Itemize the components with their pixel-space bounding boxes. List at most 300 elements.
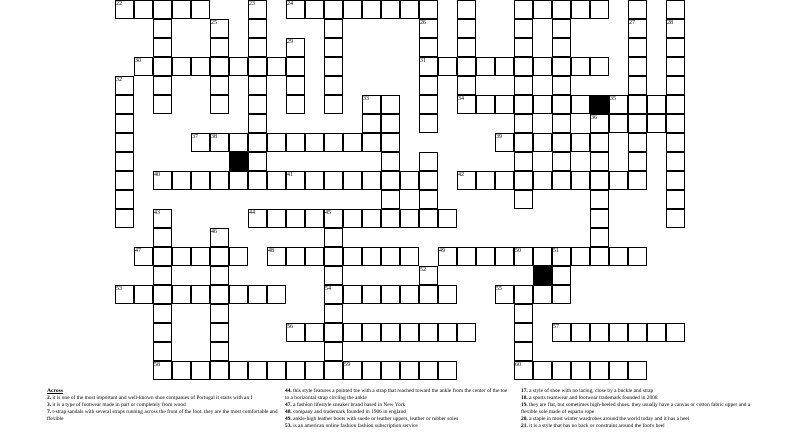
clue-text: it is a type of footwear made in part or completely from wood xyxy=(52,401,186,408)
answer-cell[interactable] xyxy=(248,152,267,171)
clue-number: 19. xyxy=(521,401,528,408)
answer-cell[interactable] xyxy=(286,247,305,266)
answer-cell[interactable] xyxy=(210,38,229,57)
answer-cell[interactable] xyxy=(134,0,153,19)
answer-cell[interactable] xyxy=(647,95,666,114)
answer-cell[interactable] xyxy=(305,209,324,228)
clue-number-label: 30 xyxy=(135,58,141,64)
answer-cell[interactable] xyxy=(248,76,267,95)
answer-cell[interactable] xyxy=(476,95,495,114)
answer-cell[interactable] xyxy=(153,323,172,342)
answer-cell[interactable] xyxy=(153,228,172,247)
answer-cell[interactable] xyxy=(514,323,533,342)
answer-cell[interactable] xyxy=(552,285,571,304)
answer-cell[interactable] xyxy=(590,190,609,209)
answer-cell[interactable] xyxy=(324,304,343,323)
answer-cell[interactable] xyxy=(400,361,419,380)
answer-cell[interactable] xyxy=(647,114,666,133)
answer-cell[interactable] xyxy=(115,171,134,190)
answer-cell[interactable] xyxy=(324,19,343,38)
answer-cell[interactable] xyxy=(248,114,267,133)
answer-cell[interactable] xyxy=(343,247,362,266)
answer-cell[interactable] xyxy=(495,171,514,190)
answer-cell[interactable] xyxy=(343,133,362,152)
answer-cell[interactable] xyxy=(666,95,685,114)
answer-cell[interactable] xyxy=(609,114,628,133)
answer-cell[interactable] xyxy=(324,247,343,266)
answer-cell[interactable] xyxy=(191,247,210,266)
answer-cell[interactable] xyxy=(210,285,229,304)
clue-number-label: 55 xyxy=(496,286,502,292)
answer-cell[interactable] xyxy=(324,342,343,361)
clue-item xyxy=(521,423,756,430)
answer-cell[interactable] xyxy=(514,114,533,133)
answer-cell[interactable] xyxy=(457,0,476,19)
clue-number-label: 43 xyxy=(154,210,160,216)
answer-cell[interactable] xyxy=(115,114,134,133)
answer-cell[interactable] xyxy=(362,285,381,304)
answer-cell[interactable] xyxy=(153,0,172,19)
answer-cell[interactable] xyxy=(153,266,172,285)
clue-number: 18. xyxy=(521,394,528,401)
answer-cell[interactable] xyxy=(419,95,438,114)
answer-cell[interactable] xyxy=(457,76,476,95)
answer-cell[interactable] xyxy=(609,323,628,342)
clue-number-label: 42 xyxy=(458,172,464,178)
clue-number-label: 59 xyxy=(344,362,350,368)
answer-cell[interactable] xyxy=(381,285,400,304)
answer-cell[interactable] xyxy=(571,133,590,152)
answer-cell[interactable] xyxy=(628,361,647,380)
answer-cell[interactable] xyxy=(248,361,267,380)
answer-cell[interactable] xyxy=(210,266,229,285)
answer-cell[interactable] xyxy=(286,57,305,76)
answer-cell[interactable] xyxy=(172,0,191,19)
answer-cell[interactable] xyxy=(210,323,229,342)
answer-cell[interactable] xyxy=(324,76,343,95)
answer-cell[interactable] xyxy=(248,133,267,152)
answer-cell[interactable] xyxy=(248,171,267,190)
answer-cell[interactable] xyxy=(533,95,552,114)
answer-cell[interactable] xyxy=(571,95,590,114)
answer-cell[interactable] xyxy=(153,76,172,95)
answer-cell[interactable] xyxy=(305,323,324,342)
answer-cell[interactable] xyxy=(647,323,666,342)
answer-cell[interactable] xyxy=(267,57,286,76)
answer-cell[interactable] xyxy=(419,38,438,57)
answer-cell[interactable] xyxy=(666,0,685,19)
answer-cell[interactable] xyxy=(229,133,248,152)
answer-cell[interactable] xyxy=(305,0,324,19)
answer-cell[interactable] xyxy=(267,361,286,380)
answer-cell[interactable] xyxy=(438,361,457,380)
answer-cell[interactable] xyxy=(324,171,343,190)
answer-cell[interactable] xyxy=(362,133,381,152)
answer-cell[interactable] xyxy=(172,247,191,266)
answer-cell[interactable] xyxy=(248,285,267,304)
answer-cell[interactable] xyxy=(381,171,400,190)
answer-cell[interactable] xyxy=(248,19,267,38)
answer-cell[interactable] xyxy=(590,57,609,76)
answer-cell[interactable] xyxy=(628,114,647,133)
answer-cell[interactable] xyxy=(210,361,229,380)
clue-item xyxy=(285,388,510,402)
answer-cell[interactable] xyxy=(514,285,533,304)
answer-cell[interactable] xyxy=(343,0,362,19)
answer-cell[interactable] xyxy=(400,247,419,266)
answer-cell[interactable] xyxy=(552,76,571,95)
answer-cell[interactable] xyxy=(229,247,248,266)
answer-cell[interactable] xyxy=(267,209,286,228)
answer-cell[interactable] xyxy=(571,171,590,190)
answer-cell[interactable] xyxy=(514,19,533,38)
answer-cell[interactable] xyxy=(514,304,533,323)
answer-cell[interactable] xyxy=(381,323,400,342)
answer-cell[interactable] xyxy=(609,361,628,380)
answer-cell[interactable] xyxy=(362,323,381,342)
answer-cell[interactable] xyxy=(438,57,457,76)
answer-cell[interactable] xyxy=(362,247,381,266)
answer-cell[interactable] xyxy=(571,361,590,380)
answer-cell[interactable] xyxy=(191,0,210,19)
answer-cell[interactable] xyxy=(172,361,191,380)
answer-cell[interactable] xyxy=(628,0,647,19)
answer-cell[interactable] xyxy=(666,323,685,342)
answer-cell[interactable] xyxy=(552,114,571,133)
answer-cell[interactable] xyxy=(419,209,438,228)
answer-cell[interactable] xyxy=(210,247,229,266)
answer-cell[interactable] xyxy=(400,171,419,190)
black-square xyxy=(229,152,248,171)
answer-cell[interactable] xyxy=(476,247,495,266)
answer-cell[interactable] xyxy=(229,361,248,380)
answer-cell[interactable] xyxy=(172,57,191,76)
answer-cell[interactable] xyxy=(590,247,609,266)
answer-cell[interactable] xyxy=(210,95,229,114)
answer-cell[interactable] xyxy=(419,323,438,342)
answer-cell[interactable] xyxy=(514,0,533,19)
answer-cell[interactable] xyxy=(628,95,647,114)
black-square xyxy=(533,266,552,285)
clue-number-label: 41 xyxy=(287,172,293,178)
clue-number-label: 29 xyxy=(287,39,293,45)
answer-cell[interactable] xyxy=(172,171,191,190)
clue-text: a fashion lifestyle sneaker brand based in New York xyxy=(293,401,406,408)
clue-item xyxy=(521,395,756,402)
answer-cell[interactable] xyxy=(514,76,533,95)
answer-cell[interactable] xyxy=(457,19,476,38)
answer-cell[interactable] xyxy=(229,285,248,304)
answer-cell[interactable] xyxy=(476,171,495,190)
answer-cell[interactable] xyxy=(286,361,305,380)
answer-cell[interactable] xyxy=(286,209,305,228)
answer-cell[interactable] xyxy=(153,285,172,304)
answer-cell[interactable] xyxy=(153,57,172,76)
answer-cell[interactable] xyxy=(381,114,400,133)
answer-cell[interactable] xyxy=(286,133,305,152)
clue-number-label: 34 xyxy=(458,96,464,102)
answer-cell[interactable] xyxy=(533,285,552,304)
answer-cell[interactable] xyxy=(666,38,685,57)
answer-cell[interactable] xyxy=(514,133,533,152)
clue-number: 3. xyxy=(47,401,52,408)
answer-cell[interactable] xyxy=(552,266,571,285)
answer-cell[interactable] xyxy=(457,323,476,342)
answer-cell[interactable] xyxy=(419,285,438,304)
answer-cell[interactable] xyxy=(495,95,514,114)
clue-number-label: 60 xyxy=(515,362,521,368)
answer-cell[interactable] xyxy=(571,247,590,266)
answer-cell[interactable] xyxy=(457,57,476,76)
answer-cell[interactable] xyxy=(552,95,571,114)
clue-number: 21. xyxy=(521,422,528,429)
answer-cell[interactable] xyxy=(191,285,210,304)
answer-cell[interactable] xyxy=(628,133,647,152)
clue-number: 53. xyxy=(285,422,292,429)
answer-cell[interactable] xyxy=(343,209,362,228)
answer-cell[interactable] xyxy=(210,304,229,323)
answer-cell[interactable] xyxy=(552,19,571,38)
answer-cell[interactable] xyxy=(153,95,172,114)
clue-number-label: 56 xyxy=(287,324,293,330)
answer-cell[interactable] xyxy=(248,57,267,76)
answer-cell[interactable] xyxy=(590,361,609,380)
answer-cell[interactable] xyxy=(514,57,533,76)
answer-cell[interactable] xyxy=(324,266,343,285)
answer-cell[interactable] xyxy=(305,133,324,152)
answer-cell[interactable] xyxy=(381,95,400,114)
answer-cell[interactable] xyxy=(191,171,210,190)
clue-number-label: 27 xyxy=(629,20,635,26)
answer-cell[interactable] xyxy=(400,0,419,19)
clue-number-label: 53 xyxy=(116,286,122,292)
answer-cell[interactable] xyxy=(305,247,324,266)
answer-cell[interactable] xyxy=(552,38,571,57)
answer-cell[interactable] xyxy=(324,57,343,76)
answer-cell[interactable] xyxy=(666,190,685,209)
answer-cell[interactable] xyxy=(172,285,191,304)
clue-number-label: 40 xyxy=(154,172,160,178)
answer-cell[interactable] xyxy=(286,95,305,114)
answer-cell[interactable] xyxy=(267,285,286,304)
answer-cell[interactable] xyxy=(362,114,381,133)
answer-cell[interactable] xyxy=(552,152,571,171)
answer-cell[interactable] xyxy=(210,171,229,190)
answer-cell[interactable] xyxy=(495,57,514,76)
answer-cell[interactable] xyxy=(628,38,647,57)
answer-cell[interactable] xyxy=(324,361,343,380)
answer-cell[interactable] xyxy=(666,133,685,152)
answer-cell[interactable] xyxy=(419,114,438,133)
answer-cell[interactable] xyxy=(362,0,381,19)
clue-number-label: 46 xyxy=(211,229,217,235)
answer-cell[interactable] xyxy=(210,342,229,361)
answer-cell[interactable] xyxy=(324,38,343,57)
answer-cell[interactable] xyxy=(153,247,172,266)
clue-item xyxy=(285,402,510,409)
answer-cell[interactable] xyxy=(115,190,134,209)
clue-item xyxy=(285,423,510,430)
answer-cell[interactable] xyxy=(115,209,134,228)
answer-cell[interactable] xyxy=(590,152,609,171)
clue-number-label: 45 xyxy=(325,210,331,216)
answer-cell[interactable] xyxy=(533,247,552,266)
answer-cell[interactable] xyxy=(552,361,571,380)
answer-cell[interactable] xyxy=(514,190,533,209)
answer-cell[interactable] xyxy=(153,19,172,38)
answer-cell[interactable] xyxy=(191,57,210,76)
answer-cell[interactable] xyxy=(495,247,514,266)
answer-cell[interactable] xyxy=(362,171,381,190)
answer-cell[interactable] xyxy=(210,57,229,76)
clue-item xyxy=(285,409,510,416)
answer-cell[interactable] xyxy=(419,171,438,190)
clue-number-label: 24 xyxy=(287,1,293,7)
answer-cell[interactable] xyxy=(552,57,571,76)
answer-cell[interactable] xyxy=(324,95,343,114)
answer-cell[interactable] xyxy=(267,133,286,152)
answer-cell[interactable] xyxy=(134,285,153,304)
answer-cell[interactable] xyxy=(248,38,267,57)
answer-cell[interactable] xyxy=(628,76,647,95)
clue-number: 47. xyxy=(285,401,292,408)
answer-cell[interactable] xyxy=(381,361,400,380)
clue-number-label: 36 xyxy=(591,115,597,121)
answer-cell[interactable] xyxy=(324,228,343,247)
answer-cell[interactable] xyxy=(533,133,552,152)
answer-cell[interactable] xyxy=(552,0,571,19)
answer-cell[interactable] xyxy=(514,38,533,57)
answer-cell[interactable] xyxy=(590,209,609,228)
answer-cell[interactable] xyxy=(362,361,381,380)
clue-number-label: 50 xyxy=(515,248,521,254)
answer-cell[interactable] xyxy=(381,190,400,209)
answer-cell[interactable] xyxy=(457,38,476,57)
answer-cell[interactable] xyxy=(552,171,571,190)
clues-column-3 xyxy=(521,388,756,429)
answer-cell[interactable] xyxy=(229,171,248,190)
answer-cell[interactable] xyxy=(666,57,685,76)
answer-cell[interactable] xyxy=(571,0,590,19)
answer-cell[interactable] xyxy=(191,361,210,380)
answer-cell[interactable] xyxy=(628,57,647,76)
clues-section xyxy=(0,388,800,440)
answer-cell[interactable] xyxy=(666,152,685,171)
clue-item xyxy=(521,416,756,423)
answer-cell[interactable] xyxy=(628,152,647,171)
answer-cell[interactable] xyxy=(343,323,362,342)
answer-cell[interactable] xyxy=(514,95,533,114)
answer-cell[interactable] xyxy=(153,38,172,57)
answer-cell[interactable] xyxy=(324,323,343,342)
clue-text: a style of shoe with no lacing, close by a buckle and strap xyxy=(529,388,654,394)
answer-cell[interactable] xyxy=(153,304,172,323)
answer-cell[interactable] xyxy=(419,190,438,209)
answer-cell[interactable] xyxy=(533,171,552,190)
answer-cell[interactable] xyxy=(666,171,685,190)
answer-cell[interactable] xyxy=(514,171,533,190)
answer-cell[interactable] xyxy=(286,76,305,95)
answer-cell[interactable] xyxy=(210,76,229,95)
answer-cell[interactable] xyxy=(324,0,343,19)
answer-cell[interactable] xyxy=(476,57,495,76)
answer-cell[interactable] xyxy=(514,152,533,171)
answer-cell[interactable] xyxy=(324,133,343,152)
answer-cell[interactable] xyxy=(533,57,552,76)
answer-cell[interactable] xyxy=(419,361,438,380)
answer-cell[interactable] xyxy=(362,209,381,228)
answer-cell[interactable] xyxy=(400,323,419,342)
answer-cell[interactable] xyxy=(438,209,457,228)
answer-cell[interactable] xyxy=(590,228,609,247)
clue-number-label: 32 xyxy=(116,77,122,83)
answer-cell[interactable] xyxy=(571,57,590,76)
answer-cell[interactable] xyxy=(115,152,134,171)
answer-cell[interactable] xyxy=(229,57,248,76)
clue-item xyxy=(47,402,279,409)
clue-number-label: 31 xyxy=(420,58,426,64)
clue-number: 20. xyxy=(521,415,528,422)
answer-cell[interactable] xyxy=(153,342,172,361)
answer-cell[interactable] xyxy=(381,0,400,19)
answer-cell[interactable] xyxy=(590,133,609,152)
answer-cell[interactable] xyxy=(609,171,628,190)
clues-column-2 xyxy=(285,388,510,429)
answer-cell[interactable] xyxy=(381,133,400,152)
answer-cell[interactable] xyxy=(381,152,400,171)
answer-cell[interactable] xyxy=(419,76,438,95)
answer-cell[interactable] xyxy=(419,152,438,171)
answer-cell[interactable] xyxy=(533,0,552,19)
answer-cell[interactable] xyxy=(305,361,324,380)
answer-cell[interactable] xyxy=(419,0,438,19)
answer-cell[interactable] xyxy=(438,323,457,342)
answer-cell[interactable] xyxy=(267,171,286,190)
answer-cell[interactable] xyxy=(248,95,267,114)
answer-cell[interactable] xyxy=(115,133,134,152)
clue-text: ankle-high leather boots with suede or leather uppers, leather or rubber soles xyxy=(293,415,459,422)
answer-cell[interactable] xyxy=(514,342,533,361)
answer-cell[interactable] xyxy=(381,209,400,228)
answer-cell[interactable] xyxy=(457,247,476,266)
clue-number-label: 23 xyxy=(249,1,255,7)
clue-number-label: 22 xyxy=(116,1,122,7)
answer-cell[interactable] xyxy=(381,247,400,266)
answer-cell[interactable] xyxy=(590,171,609,190)
answer-cell[interactable] xyxy=(400,209,419,228)
answer-cell[interactable] xyxy=(666,76,685,95)
answer-cell[interactable] xyxy=(400,285,419,304)
answer-cell[interactable] xyxy=(590,0,609,19)
answer-cell[interactable] xyxy=(115,95,134,114)
answer-cell[interactable] xyxy=(343,285,362,304)
answer-cell[interactable] xyxy=(305,171,324,190)
answer-cell[interactable] xyxy=(666,209,685,228)
clue-text: this style features a pointed toe with a strap that reached toward the ankle from the center of the toe to a horizontal strap circling the ankle xyxy=(285,388,508,401)
answer-cell[interactable] xyxy=(628,247,647,266)
answer-cell[interactable] xyxy=(343,171,362,190)
answer-cell[interactable] xyxy=(533,361,552,380)
answer-cell[interactable] xyxy=(590,323,609,342)
clue-number-label: 37 xyxy=(192,134,198,140)
answer-cell[interactable] xyxy=(571,323,590,342)
answer-cell[interactable] xyxy=(438,285,457,304)
answer-cell[interactable] xyxy=(628,323,647,342)
answer-cell[interactable] xyxy=(666,114,685,133)
answer-cell[interactable] xyxy=(609,247,628,266)
answer-cell[interactable] xyxy=(628,171,647,190)
answer-cell[interactable] xyxy=(552,133,571,152)
